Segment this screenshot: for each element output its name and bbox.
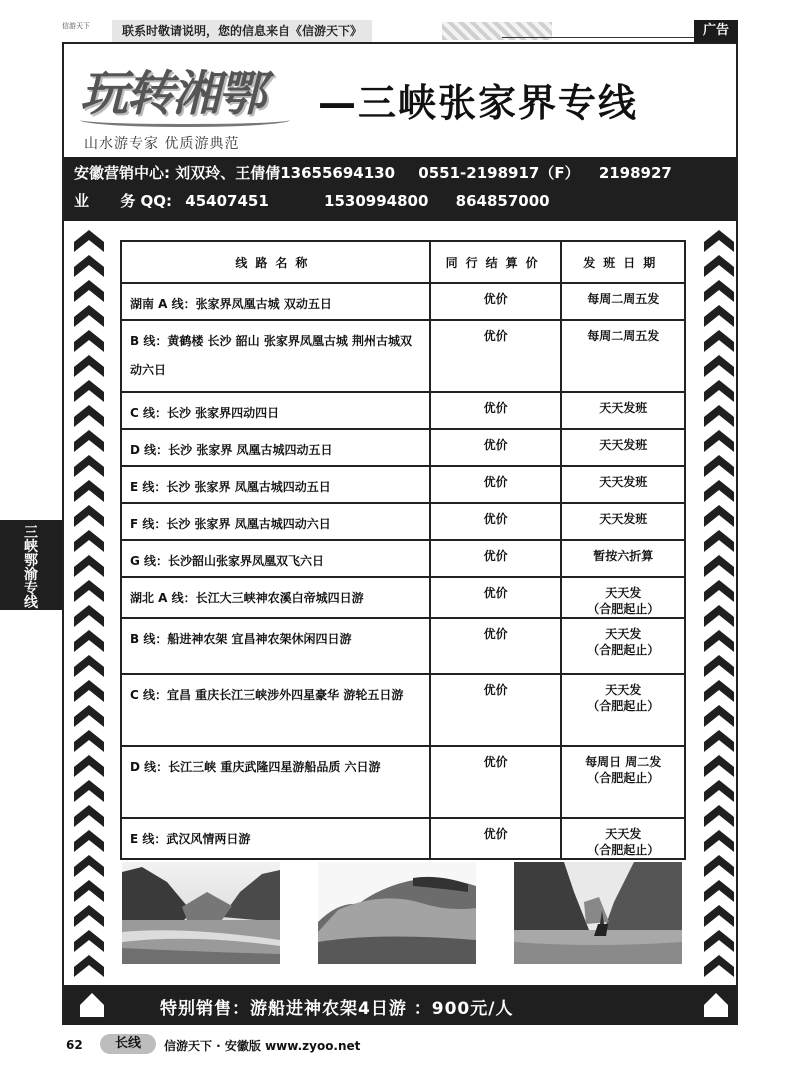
price-cell: 优价: [430, 618, 562, 674]
chevron-up-icon: [704, 328, 734, 352]
info-notice: 联系时敬请说明，您的信息来自《信游天下》: [112, 20, 372, 42]
top-strip: [62, 20, 738, 42]
schedule-cell: 天天发 （合肥起止）: [561, 577, 685, 618]
schedule-cell: 天天发 （合肥起止）: [561, 674, 685, 746]
brand-swoosh: [80, 113, 290, 127]
brand-slogan: 山水游专家 优质游典范: [84, 136, 240, 152]
chevron-up-icon: [704, 928, 734, 952]
chevron-up-icon: [74, 528, 104, 552]
schedule-cell: 天天发班: [561, 503, 685, 540]
chevron-up-icon: [74, 578, 104, 602]
chevron-up-icon: [704, 278, 734, 302]
publication-mini-logo: 信游天下: [62, 22, 90, 30]
up-arrow-icon: [702, 991, 730, 1019]
chevron-up-icon: [704, 703, 734, 727]
chevron-up-icon: [704, 878, 734, 902]
qq-number-2: 1530994800: [324, 192, 429, 210]
chevron-up-icon: [74, 853, 104, 877]
schedule-cell: 天天发班: [561, 466, 685, 503]
route-name-cell: B 线：黄鹤楼 长沙 韶山 张家界凤凰古城 荆州古城双动六日: [121, 320, 430, 392]
side-tab-char: 三: [24, 525, 38, 541]
chevron-up-icon: [74, 828, 104, 852]
chevron-up-icon: [74, 428, 104, 452]
table-header-row: [121, 241, 685, 283]
table-row: [121, 577, 685, 618]
chevron-up-icon: [74, 378, 104, 402]
price-cell: 优价: [430, 392, 562, 429]
header-schedule: 发班日期: [561, 241, 685, 283]
chevron-up-icon: [74, 278, 104, 302]
chevron-up-icon: [704, 478, 734, 502]
side-tab-char: 专: [24, 581, 38, 597]
chevron-up-icon: [704, 503, 734, 527]
chevron-up-icon: [74, 328, 104, 352]
chevron-up-icon: [74, 503, 104, 527]
header-rule: [502, 37, 694, 38]
price-cell: 优价: [430, 320, 562, 392]
chevron-up-icon: [704, 428, 734, 452]
special-sale-text: 特别销售：游船进神农架4日游 ：900元/人: [160, 999, 514, 1019]
chevron-up-icon: [704, 378, 734, 402]
table-row: [121, 540, 685, 577]
chevron-up-icon: [704, 853, 734, 877]
side-tab-char: 峡: [24, 539, 38, 555]
table-row: [121, 618, 685, 674]
qq-number-3: 864857000: [455, 192, 550, 210]
chevron-up-icon: [704, 728, 734, 752]
schedule-cell: 每周日 周二发 （合肥起止）: [561, 746, 685, 818]
route-name-cell: B 线：船进神农架 宜昌神农架休闲四日游: [121, 618, 430, 674]
chevron-border-right: [704, 228, 734, 988]
header-price: 同行结算价: [430, 241, 562, 283]
qq-label: 业 务 QQ:: [74, 192, 173, 210]
schedule-cell: 天天发班: [561, 392, 685, 429]
chevron-up-icon: [704, 628, 734, 652]
schedule-cell: 天天发 （合肥起止）: [561, 618, 685, 674]
chevron-up-icon: [74, 678, 104, 702]
publication-line: 信游天下 · 安徽版 www.zyoo.net: [164, 1039, 361, 1053]
contact-line-2: [74, 190, 550, 211]
advertisement-tag: 广告: [694, 20, 738, 42]
chevron-up-icon: [74, 878, 104, 902]
chevron-up-icon: [704, 403, 734, 427]
chevron-up-icon: [74, 403, 104, 427]
chevron-up-icon: [74, 928, 104, 952]
brand-logo: 玩转湘鄂: [80, 66, 265, 122]
chevron-up-icon: [704, 228, 734, 252]
header-route-name: 线路名称: [121, 241, 430, 283]
table-row: [121, 429, 685, 466]
price-cell: 优价: [430, 429, 562, 466]
chevron-up-icon: [74, 303, 104, 327]
chevron-up-icon: [704, 303, 734, 327]
chevron-up-icon: [704, 253, 734, 277]
chevron-up-icon: [74, 353, 104, 377]
chevron-up-icon: [74, 728, 104, 752]
schedule-cell: 每周二周五发: [561, 320, 685, 392]
chevron-up-icon: [74, 803, 104, 827]
chevron-up-icon: [74, 228, 104, 252]
chevron-up-icon: [74, 478, 104, 502]
contact-label: 安徽营销中心:: [74, 164, 170, 182]
chevron-up-icon: [74, 953, 104, 977]
photo-three-gorges-boat: [514, 862, 682, 964]
chevron-up-icon: [74, 628, 104, 652]
chevron-up-icon: [74, 753, 104, 777]
chevron-up-icon: [74, 253, 104, 277]
schedule-cell: 天天发班: [561, 429, 685, 466]
schedule-cell: 天天发 （合肥起止）: [561, 818, 685, 859]
route-name-cell: F 线：长沙 张家界 凤凰古城四动六日: [121, 503, 430, 540]
special-sale-band: [64, 985, 736, 1025]
chevron-up-icon: [704, 903, 734, 927]
table-row: [121, 503, 685, 540]
up-arrow-icon: [78, 991, 106, 1019]
route-name-cell: D 线：长沙 张家界 凤凰古城四动五日: [121, 429, 430, 466]
schedule-cell: 暂按六折算: [561, 540, 685, 577]
chevron-up-icon: [74, 653, 104, 677]
chevron-up-icon: [704, 653, 734, 677]
section-pill: 长线: [100, 1034, 156, 1054]
price-cell: 优价: [430, 503, 562, 540]
chevron-border-left: [74, 228, 104, 988]
chevron-up-icon: [74, 903, 104, 927]
side-tab-char: 线: [24, 595, 38, 611]
brand-block: [80, 55, 300, 155]
table-row: [121, 674, 685, 746]
contact-names: 刘双玲、王倩倩: [175, 164, 281, 182]
table-row: [121, 283, 685, 320]
chevron-up-icon: [74, 553, 104, 577]
chevron-up-icon: [704, 528, 734, 552]
chevron-up-icon: [704, 778, 734, 802]
section-side-tab: [0, 520, 62, 610]
chevron-up-icon: [74, 703, 104, 727]
photo-strip: [122, 862, 682, 966]
chevron-up-icon: [74, 778, 104, 802]
price-cell: 优价: [430, 746, 562, 818]
chevron-up-icon: [704, 603, 734, 627]
contact-phone-extra: 2198927: [598, 164, 672, 182]
contact-band: [64, 157, 736, 221]
chevron-up-icon: [704, 353, 734, 377]
chevron-up-icon: [704, 578, 734, 602]
route-name-cell: C 线：宜昌 重庆长江三峡涉外四星豪华 游轮五日游: [121, 674, 430, 746]
side-tab-char: 渝: [24, 567, 38, 583]
chevron-up-icon: [704, 678, 734, 702]
price-cell: 优价: [430, 577, 562, 618]
chevron-up-icon: [74, 453, 104, 477]
price-cell: 优价: [430, 283, 562, 320]
page-footer: [62, 1034, 738, 1056]
chevron-up-icon: [704, 453, 734, 477]
route-name-cell: E 线：武汉风情两日游: [121, 818, 430, 859]
chevron-up-icon: [704, 803, 734, 827]
price-cell: 优价: [430, 674, 562, 746]
route-name-cell: D 线：长江三峡 重庆武隆四星游船品质 六日游: [121, 746, 430, 818]
page-number: 62: [66, 1038, 83, 1052]
table-row: [121, 818, 685, 859]
route-name-cell: E 线：长沙 张家界 凤凰古城四动五日: [121, 466, 430, 503]
price-cell: 优价: [430, 540, 562, 577]
table-row: [121, 392, 685, 429]
chevron-up-icon: [704, 753, 734, 777]
table-row: [121, 320, 685, 392]
chevron-up-icon: [704, 953, 734, 977]
page-title: —三峡张家界专线: [318, 81, 639, 125]
contact-phone-office: 0551-2198917（F）: [418, 164, 580, 182]
price-cell: 优价: [430, 818, 562, 859]
contact-phone-mobile: 13655694130: [280, 164, 396, 182]
table-row: [121, 466, 685, 503]
chevron-up-icon: [704, 828, 734, 852]
schedule-cell: 每周二周五发: [561, 283, 685, 320]
route-name-cell: C 线：长沙 张家界四动四日: [121, 392, 430, 429]
side-tab-char: 鄂: [24, 553, 38, 569]
route-table: [120, 240, 686, 860]
table-row: [121, 746, 685, 818]
contact-line-1: [74, 162, 672, 183]
chevron-up-icon: [74, 603, 104, 627]
photo-gorge-river: [122, 862, 280, 964]
route-name-cell: 湖南 A 线：张家界凤凰古城 双动五日: [121, 283, 430, 320]
photo-grassland-hills: [318, 862, 476, 964]
price-cell: 优价: [430, 466, 562, 503]
chevron-up-icon: [704, 553, 734, 577]
qq-number-1: 45407451: [185, 192, 269, 210]
route-name-cell: 湖北 A 线：长江大三峡神农溪白帝城四日游: [121, 577, 430, 618]
route-name-cell: G 线：长沙韶山张家界凤凰双飞六日: [121, 540, 430, 577]
